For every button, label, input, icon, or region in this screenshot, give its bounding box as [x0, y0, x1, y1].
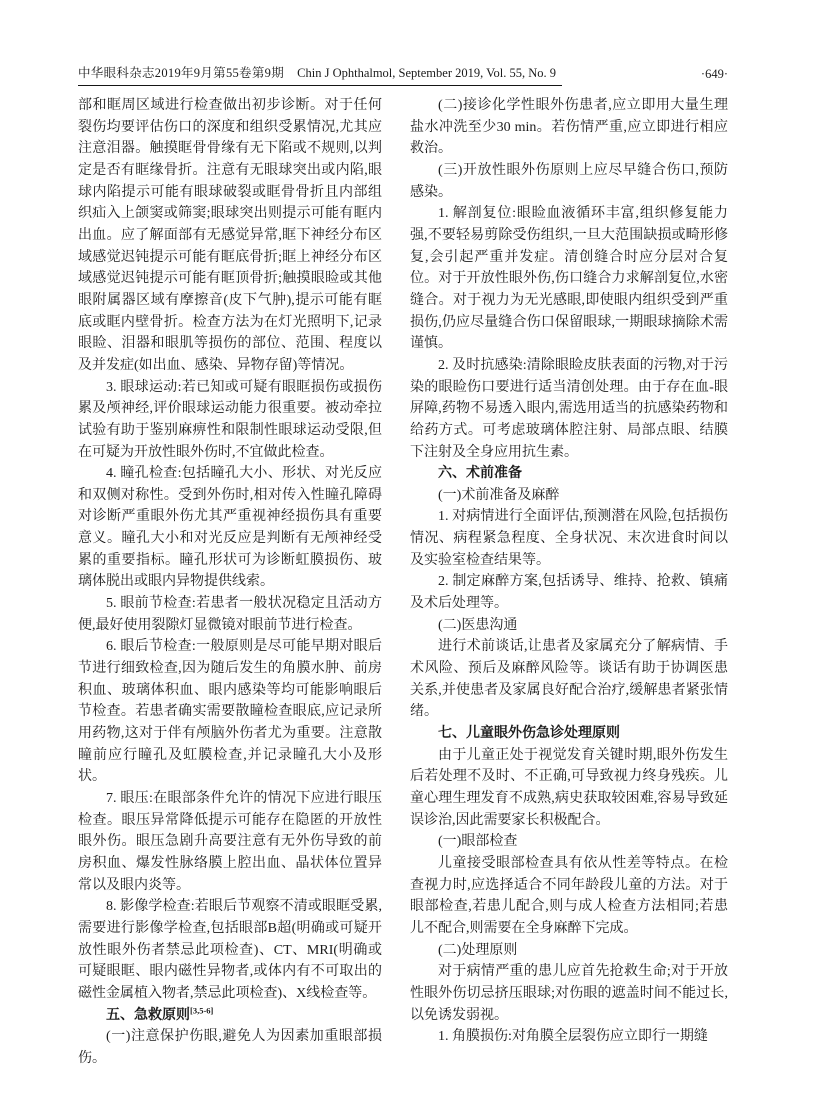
citation-superscript: [3,5-6] [190, 1004, 214, 1015]
paragraph [78, 377, 382, 464]
journal-title-english: Chin J Ophthalmol, September 2019, Vol. 55, No. 9 [297, 66, 557, 80]
paragraph [78, 1026, 382, 1069]
paragraph [410, 745, 728, 832]
paragraph-text: (二)处理原则 [438, 942, 518, 958]
paragraph-text: 五、急救原则 [106, 1007, 190, 1023]
paragraph [410, 636, 728, 723]
paragraph-text: 5. 眼前节检查:若患者一般状况稳定且活动方便,最好使用裂隙灯显微镜对眼前节进行检查。 [78, 596, 382, 633]
paragraph [410, 831, 728, 853]
paragraph [410, 160, 728, 203]
section-heading [410, 723, 728, 745]
paragraph-text: (一)术前准备及麻醉 [438, 487, 560, 503]
paragraph-text: 六、术前准备 [438, 466, 522, 482]
paragraph-text: 进行术前谈话,让患者及家属充分了解病情、手术风险、预后及麻醉风险等。谈话有助于协调医患关系,并使患者及家属良好配合治疗,缓解患者紧张情绪。 [410, 639, 728, 720]
paragraph-text: 2. 及时抗感染:清除眼睑皮肤表面的污物,对于污染的眼睑伤口要进行适当清创处理。由于存在血-眼屏障,药物不易透入眼内,需选用适当的抗感染药物和给药方式。可考虑玻璃体腔注射、局部点眼、结膜下注射及全身应用抗生素。 [410, 357, 728, 460]
paragraph-text: 1. 解剖复位:眼睑血液循环丰富,组织修复能力强,不要轻易剪除受伤组织,一旦大范围缺损或畸形修复,会引起严重并发症。清创缝合时应分层对合复位。对于开放性眼外伤,伤口缝合力求解剖复位,水密缝合。对于视力为无光感眼,即使眼内组织受到严重损伤,仍应尽量缝合伤口保留眼球,一期眼球摘除术需谨慎。 [410, 206, 728, 352]
paragraph [410, 506, 728, 571]
paragraph [410, 853, 728, 940]
section-heading [78, 1005, 382, 1027]
paragraph-text: 6. 眼后节检查:一般原则是尽可能早期对眼后节进行细致检查,因为随后发生的角膜水肿、前房积血、玻璃体积血、眼内感染等均可能影响眼后节检查。若患者确实需要散瞳检查眼底,应记录所用药物,这对于伴有颅脑外伤者尤为重要。注意散瞳前应行瞳孔及虹膜检查,并记录瞳孔大小及形状。 [78, 639, 382, 785]
paragraph [78, 896, 382, 1004]
paragraph-text: 1. 角膜损伤:对角膜全层裂伤应立即行一期缝 [438, 1029, 708, 1045]
paragraph [410, 615, 728, 637]
paragraph-text: (一)注意保护伤眼,避免人为因素加重眼部损伤。 [78, 1029, 382, 1066]
paragraph [410, 95, 728, 160]
paragraph [410, 940, 728, 962]
paragraph-text: 7. 眼压:在眼部条件允许的情况下应进行眼压检查。眼压异常降低提示可能存在隐匿的开放性眼外伤。眼压急剧升高要注意有无外伤导致的前房积血、爆发性脉络膜上腔出血、晶状体位置异常以及眼内炎等。 [78, 791, 382, 893]
paragraph [78, 636, 382, 788]
paragraph-text: 部和眶周区域进行检查做出初步诊断。对于任何裂伤均要评估伤口的深度和组织受累情况,尤其应注意泪器。触摸眶骨骨缘有无下陷或不规则,以判定是否有眶缘骨折。注意有无眼球突出或内陷,眼球内陷提示可能有眼球破裂或眶骨骨折且内部组织疝入上颌窦或筛窦;眼球突出则提示可能有眶内出血。应了解面部有无感觉异常,眶下神经分布区域感觉迟钝提示可能有眶底骨折;眶上神经分布区域感觉迟钝提示可能有眶顶骨折;触摸眼睑或其他眼附属器区域有摩擦音(皮下气肿),提示可能有眶底或眶内壁骨折。检查方法为在灯光照明下,记录眼睑、泪器和眼肌等损伤的部位、范围、程度以及并发症(如出血、感染、异物存留)等情况。 [78, 98, 382, 373]
paragraph [78, 463, 382, 593]
paragraph-text: 七、儿童眼外伤急诊处理原则 [438, 726, 620, 742]
paragraph [410, 355, 728, 463]
journal-title-chinese: 中华眼科杂志2019年9月第55卷第9期 [78, 66, 285, 80]
paragraph [410, 1026, 728, 1048]
paragraph-text: 对于病情严重的患儿应首先抢救生命;对于开放性眼外伤切忌挤压眼球;对伤眼的遮盖时间不能过长,以免诱发弱视。 [410, 964, 728, 1023]
left-column [78, 95, 382, 1070]
right-column [410, 95, 728, 1070]
paragraph-text: (一)眼部检查 [438, 834, 518, 850]
paragraph-text: (二)接诊化学性眼外伤患者,应立即用大量生理盐水冲洗至少30 min。若伤情严重,应立即进行相应救治。 [410, 98, 728, 157]
paragraph [410, 571, 728, 614]
paragraph-text: 4. 瞳孔检查:包括瞳孔大小、形状、对光反应和双侧对称性。受到外伤时,相对传入性瞳孔障碍对诊断严重眼外伤尤其严重视神经损伤具有重要意义。瞳孔大小和对光反应是判断有无颅神经受累的重要指标。瞳孔形状可为诊断虹膜损伤、玻璃体脱出或眼内异物提供线索。 [78, 466, 382, 590]
paragraph [410, 485, 728, 507]
paragraph-text: (二)医患沟通 [438, 617, 518, 633]
paragraph [410, 203, 728, 355]
paragraph [78, 593, 382, 636]
paragraph [78, 788, 382, 896]
article-body [78, 95, 728, 1070]
paragraph-text: 2. 制定麻醉方案,包括诱导、维持、抢救、镇痛及术后处理等。 [410, 574, 728, 612]
page-header [78, 66, 728, 86]
paragraph-text: 8. 影像学检查:若眼后节观察不清或眼眶受累,需要进行影像学检查,包括眼部B超(明确或可疑开放性眼外伤者禁忌此项检查)、CT、MRI(明确或可疑眼眶、眼内磁性异物者,或体内有不可取出的磁性金属植入物者,禁忌此项检查)、X线检查等。 [78, 899, 382, 1001]
paragraph [78, 95, 382, 377]
journal-citation [78, 66, 562, 86]
paragraph-text: (三)开放性眼外伤原则上应尽早缝合伤口,预防感染。 [410, 162, 728, 200]
paragraph-text: 3. 眼球运动:若已知或可疑有眼眶损伤或损伤累及颅神经,评价眼球运动能力很重要。被动牵拉试验有助于鉴别麻痹性和限制性眼球运动受限,但在可疑为开放性眼外伤时,不宜做此检查。 [78, 379, 382, 460]
paragraph [410, 961, 728, 1026]
paragraph-text: 由于儿童正处于视觉发育关键时期,眼外伤发生后若处理不及时、不正确,可导致视力终身残疾。儿童心理生理发育不成熟,病史获取较困难,容易导致延误诊治,因此需要家长积极配合。 [410, 747, 728, 828]
section-heading [410, 463, 728, 485]
page-number: ·649· [700, 67, 728, 81]
paragraph-text: 儿童接受眼部检查具有依从性差等特点。在检查视力时,应选择适合不同年龄段儿童的方法。对于眼部检查,若患儿配合,则与成人检查方法相同;若患儿不配合,则需要在全身麻醉下完成。 [410, 855, 728, 936]
paragraph-text: 1. 对病情进行全面评估,预测潜在风险,包括损伤情况、病程紧急程度、全身状况、末次进食时间以及实验室检查结果等。 [410, 509, 728, 568]
